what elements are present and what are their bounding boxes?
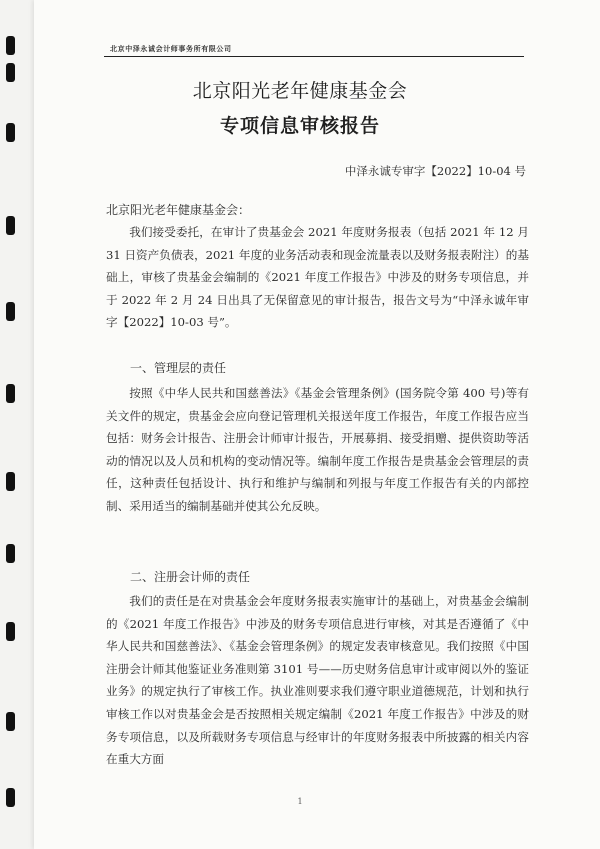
auditor-paragraph: 我们的责任是在对贵基金会年度财务报表实施审计的基础上，对贵基金会编制的《2021 年度工作报告》中涉及的财务专项信息进行审核，对其是否遵循了《中华人民共和国慈善法》、《基金会管理条例》的规定发表审核意见。我们按照《中国注册会计师其他鉴证业务准则第 3101 号——历史财务信息审计或审阅以外的鉴证业务》的规定执行了审核工作。执业准则要求我们遵守职业道德规范，计划和执行审核工作以对贵基金会是否按照相关规定编制《2021 年度工作报告》中涉及的财务专项信息，以及所载财务专项信息与经审计的年度财务报表中所披露的相关内容在重大方面 [106,594,529,767]
header-rule [104,56,524,57]
report-title: 专项信息审核报告 [219,115,380,137]
firm-header: 北京中泽永诚会计师事务所有限公司 [110,45,232,53]
document-number: 中泽永诚专审字【2022】10-04 号 [344,164,526,178]
binding-hole [6,622,15,641]
management-paragraph: 按照《中华人民共和国慈善法》《基金会管理条例》(国务院令第 400 号)等有关文件的规定，贵基金会应向登记管理机关报送年度工作报告，年度工作报告应当包括：财务会计报告、注册会计师审计报告，开展募捐、接受捐赠、提供资助等活动的情况以及人员和机构的变动情况等。编制年度工作报告是贵基金会管理层的责任，这种责任包括设计、执行和维护与编制和列报与年度工作报告有关的内部控制、采用适当的编制基础并使其公允反映。 [106,386,529,513]
binding-hole [6,544,15,563]
intro-paragraph: 我们接受委托，在审计了贵基金会 2021 年度财务报表（包括 2021 年 12 月 31 日资产负债表，2021 年度的业务活动表和现金流量表以及财务报表附注）的基础上，审核了贵基金会编制的《2021 年度工作报告》中涉及的财务专项信息，并于 2022 年 2 月 24 日出具了无保留意见的审计报告，报告文号为“中泽永诚年审字【2022】10-03 号”。 [106,225,529,330]
binding-hole [6,712,15,731]
binding-hole [6,384,15,403]
binding-hole [6,302,15,321]
salutation: 北京阳光老年健康基金会： [106,203,251,217]
binding-hole [6,36,15,55]
page-number: 1 [297,797,303,806]
section-heading-management: 一、管理层的责任 [130,361,227,375]
report-title-organization: 北京阳光老年健康基金会 [192,80,408,102]
binding-hole [6,216,15,235]
section-heading-auditor: 二、注册会计师的责任 [130,570,251,584]
binding-hole [6,472,15,491]
